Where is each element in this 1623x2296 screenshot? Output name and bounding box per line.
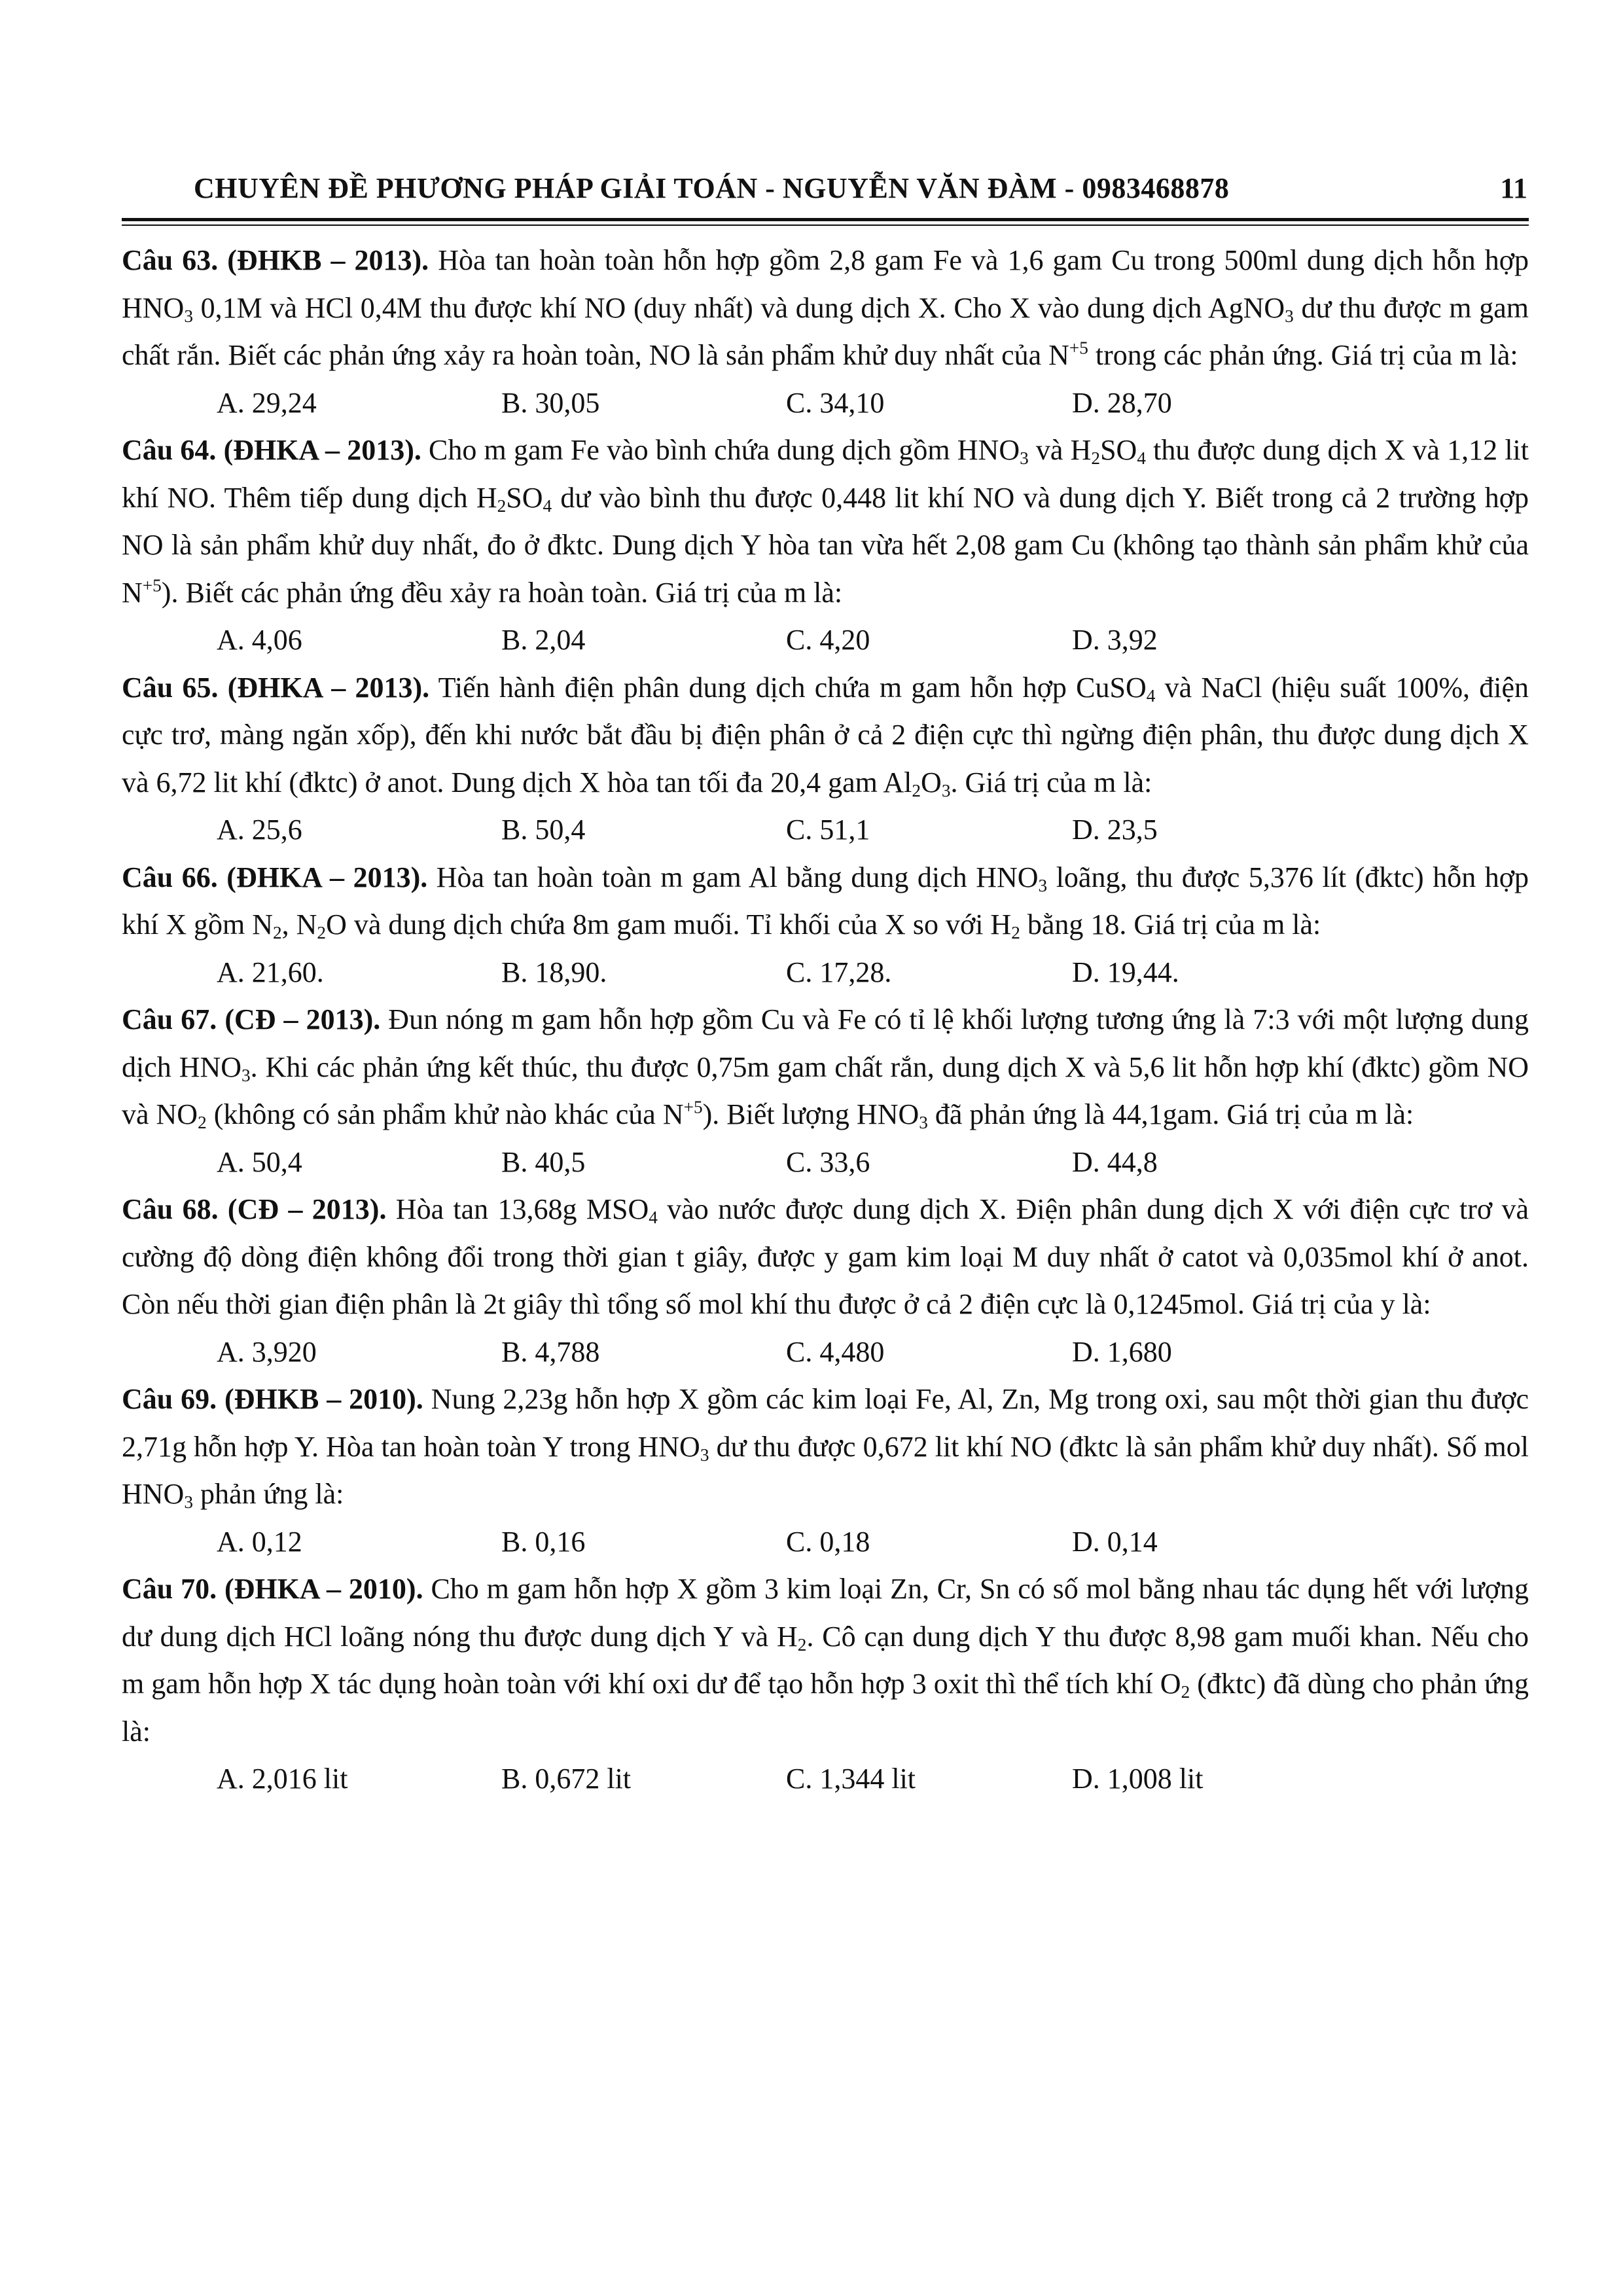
question-68 [122,1186,1529,1376]
option-c: C. 34,10 [786,386,885,419]
option-d: D. 23,5 [1072,814,1158,846]
question-text: Câu 65. (ĐHKA – 2013). Tiến hành điện phân dung dịch chứa m gam hỗn hợp CuSO$_4$ và NaCl (hiệu suất 100%, điện cực trơ, màng ngăn xốp), đến khi nước bắt đầu bị điện phân ở cả 2 điện cực thì ngừng điện phân, thu được dung dịch X và 6,72 lit khí (đktc) ở anot. Dung dịch X hòa tan tối đa 20,4 gam $Al_2O_3$. Giá trị của m là: [122,671,1529,800]
question-text: Câu 66. (ĐHKA – 2013). Hòa tan hoàn toàn m gam Al bằng dung dịch $HNO_3$ loãng, thu được 5,376 lít (đktc) hỗn hợp khí X gồm $N_2$, $N_2O$ và dung dịch chứa 8m gam muối. Tỉ khối của X so với $H_2$ bằng 18. Giá trị của m là: [122,861,1529,942]
answer-options [122,1139,1529,1187]
option-c: C. 33,6 [786,1145,870,1178]
answer-options [122,380,1529,427]
question-65 [122,664,1529,854]
question-label: Câu 66. (ĐHKA – 2013). [122,861,428,893]
question-text: Câu 68. (CĐ – 2013). Hòa tan 13,68g $MSO_4$ vào nước được dung dịch X. Điện phân dung dịch X với điện cực trơ và cường độ dòng điện không đổi trong thời gian t giây, được y gam kim loại M duy nhất ở catot và 0,035mol khí ở anot. Còn nếu thời gian điện phân là 2t giây thì tổng số mol khí thu được ở cả 2 điện cực là 0,1245mol. Giá trị của y là: [122,1193,1529,1320]
answer-options [122,806,1529,854]
question-67 [122,996,1529,1186]
option-d: D. 0,14 [1072,1525,1158,1558]
question-text: Câu 64. (ĐHKA – 2013). Cho m gam Fe vào bình chứa dung dịch gồm $HNO_3$ và $H_2SO_4$ thu được dung dịch X và 1,12 lit khí NO. Thêm tiếp dung dịch $H_2SO_4$ dư vào bình thu được 0,448 lit khí NO và dung dịch Y. Biết trong cả 2 trường hợp NO là sản phẩm khử duy nhất, đo ở đktc. Dung dịch Y hòa tan vừa hết 2,08 gam Cu (không tạo thành sản phẩm khử của $N^{+5}$). Biết các phản ứng đều xảy ra hoàn toàn. Giá trị của m là: [122,434,1529,609]
question-label: Câu 63. (ĐHKB – 2013). [122,244,429,276]
header-rule-thin [122,224,1529,226]
question-text: Câu 63. (ĐHKB – 2013). Hòa tan hoàn toàn hỗn hợp gồm 2,8 gam Fe và 1,6 gam Cu trong 500ml dung dịch hỗn hợp $HNO_3$ 0,1M và HCl 0,4M thu được khí NO (duy nhất) và dung dịch X. Cho X vào dung dịch AgNO$_3$ dư thu được m gam chất rắn. Biết các phản ứng xảy ra hoàn toàn, NO là sản phẩm khử duy nhất của $N^{+5}$ trong các phản ứng. Giá trị của m là: [122,244,1529,371]
answer-options [122,1329,1529,1376]
option-c: C. 4,480 [786,1335,885,1368]
option-c: C. 0,18 [786,1525,870,1558]
option-b: B. 40,5 [501,1145,586,1178]
question-63 [122,237,1529,427]
option-a: A. 50,4 [217,1145,302,1178]
option-b: B. 18,90. [501,956,607,988]
option-a: A. 25,6 [217,814,302,846]
option-c: C. 51,1 [786,814,870,846]
option-d: D. 3,92 [1072,624,1158,656]
option-a: A. 0,12 [217,1525,302,1558]
question-text: Câu 67. (CĐ – 2013). Đun nóng m gam hỗn hợp gồm Cu và Fe có tỉ lệ khối lượng tương ứng là 7:3 với một lượng dung dịch $HNO_3$. Khi các phản ứng kết thúc, thu được 0,75m gam chất rắn, dung dịch X và 5,6 lit hỗn hợp khí (đktc) gồm NO và $NO_2$ (không có sản phẩm khử nào khác của $N^{+5}$). Biết lượng $HNO_3$ đã phản ứng là 44,1gam. Giá trị của m là: [122,1003,1529,1132]
answer-options [122,949,1529,997]
option-a: A. 4,06 [217,624,302,656]
option-a: A. 3,920 [217,1335,317,1368]
question-label: Câu 64. (ĐHKA – 2013). [122,434,421,466]
question-label: Câu 65. (ĐHKA – 2013). [122,671,430,704]
option-d: D. 1,008 lit [1072,1763,1204,1795]
option-a: A. 21,60. [217,956,324,988]
option-a: A. 29,24 [217,386,317,419]
header-title: CHUYÊN ĐỀ PHƯƠNG PHÁP GIẢI TOÁN - NGUYỄN VĂN ĐÀM - 0983468878 [194,172,1230,204]
question-text: Câu 70. (ĐHKA – 2010). Cho m gam hỗn hợp X gồm 3 kim loại Zn, Cr, Sn có số mol bằng nhau tác dụng hết với lượng dư dung dịch HCl loãng nóng thu được dung dịch Y và $H_2$. Cô cạn dung dịch Y thu được 8,98 gam muối khan. Nếu cho m gam hỗn hợp X tác dụng hoàn toàn với khí oxi dư để tạo hỗn hợp 3 oxit thì thể tích khí $O_2$ (đktc) đã dùng cho phản ứng là: [122,1573,1529,1748]
option-d: D. 44,8 [1072,1145,1158,1178]
question-list [122,237,1529,1803]
option-c: C. 4,20 [786,624,870,656]
option-b: B. 2,04 [501,624,586,656]
header-rule-thick [122,218,1529,221]
question-66 [122,854,1529,997]
option-c: C. 1,344 lit [786,1763,916,1795]
question-label: Câu 69. (ĐHKB – 2010). [122,1383,423,1415]
answer-options [122,1755,1529,1803]
option-b: B. 30,05 [501,386,600,419]
question-text: Câu 69. (ĐHKB – 2010). Nung 2,23g hỗn hợp X gồm các kim loại Fe, Al, Zn, Mg trong oxi, sau một thời gian thu được 2,71g hỗn hợp Y. Hòa tan hoàn toàn Y trong $HNO_3$ dư thu được 0,672 lit khí NO (đktc là sản phẩm khử duy nhất). Số mol $HNO_3$ phản ứng là: [122,1383,1529,1512]
option-c: C. 17,28. [786,956,892,988]
option-a: A. 2,016 lit [217,1763,348,1795]
option-d: D. 1,680 [1072,1335,1172,1368]
option-b: B. 4,788 [501,1335,600,1368]
answer-options [122,617,1529,664]
question-69 [122,1376,1529,1566]
question-label: Câu 68. (CĐ – 2013). [122,1193,387,1225]
page-number: 11 [1500,172,1527,204]
question-label: Câu 70. (ĐHKA – 2010). [122,1573,423,1605]
option-b: B. 50,4 [501,814,586,846]
option-b: B. 0,16 [501,1525,586,1558]
question-64 [122,427,1529,664]
option-d: D. 28,70 [1072,386,1172,419]
page-header [122,171,1529,211]
answer-options [122,1518,1529,1566]
question-70 [122,1566,1529,1803]
option-d: D. 19,44. [1072,956,1179,988]
option-b: B. 0,672 lit [501,1763,632,1795]
question-label: Câu 67. (CĐ – 2013). [122,1003,381,1035]
